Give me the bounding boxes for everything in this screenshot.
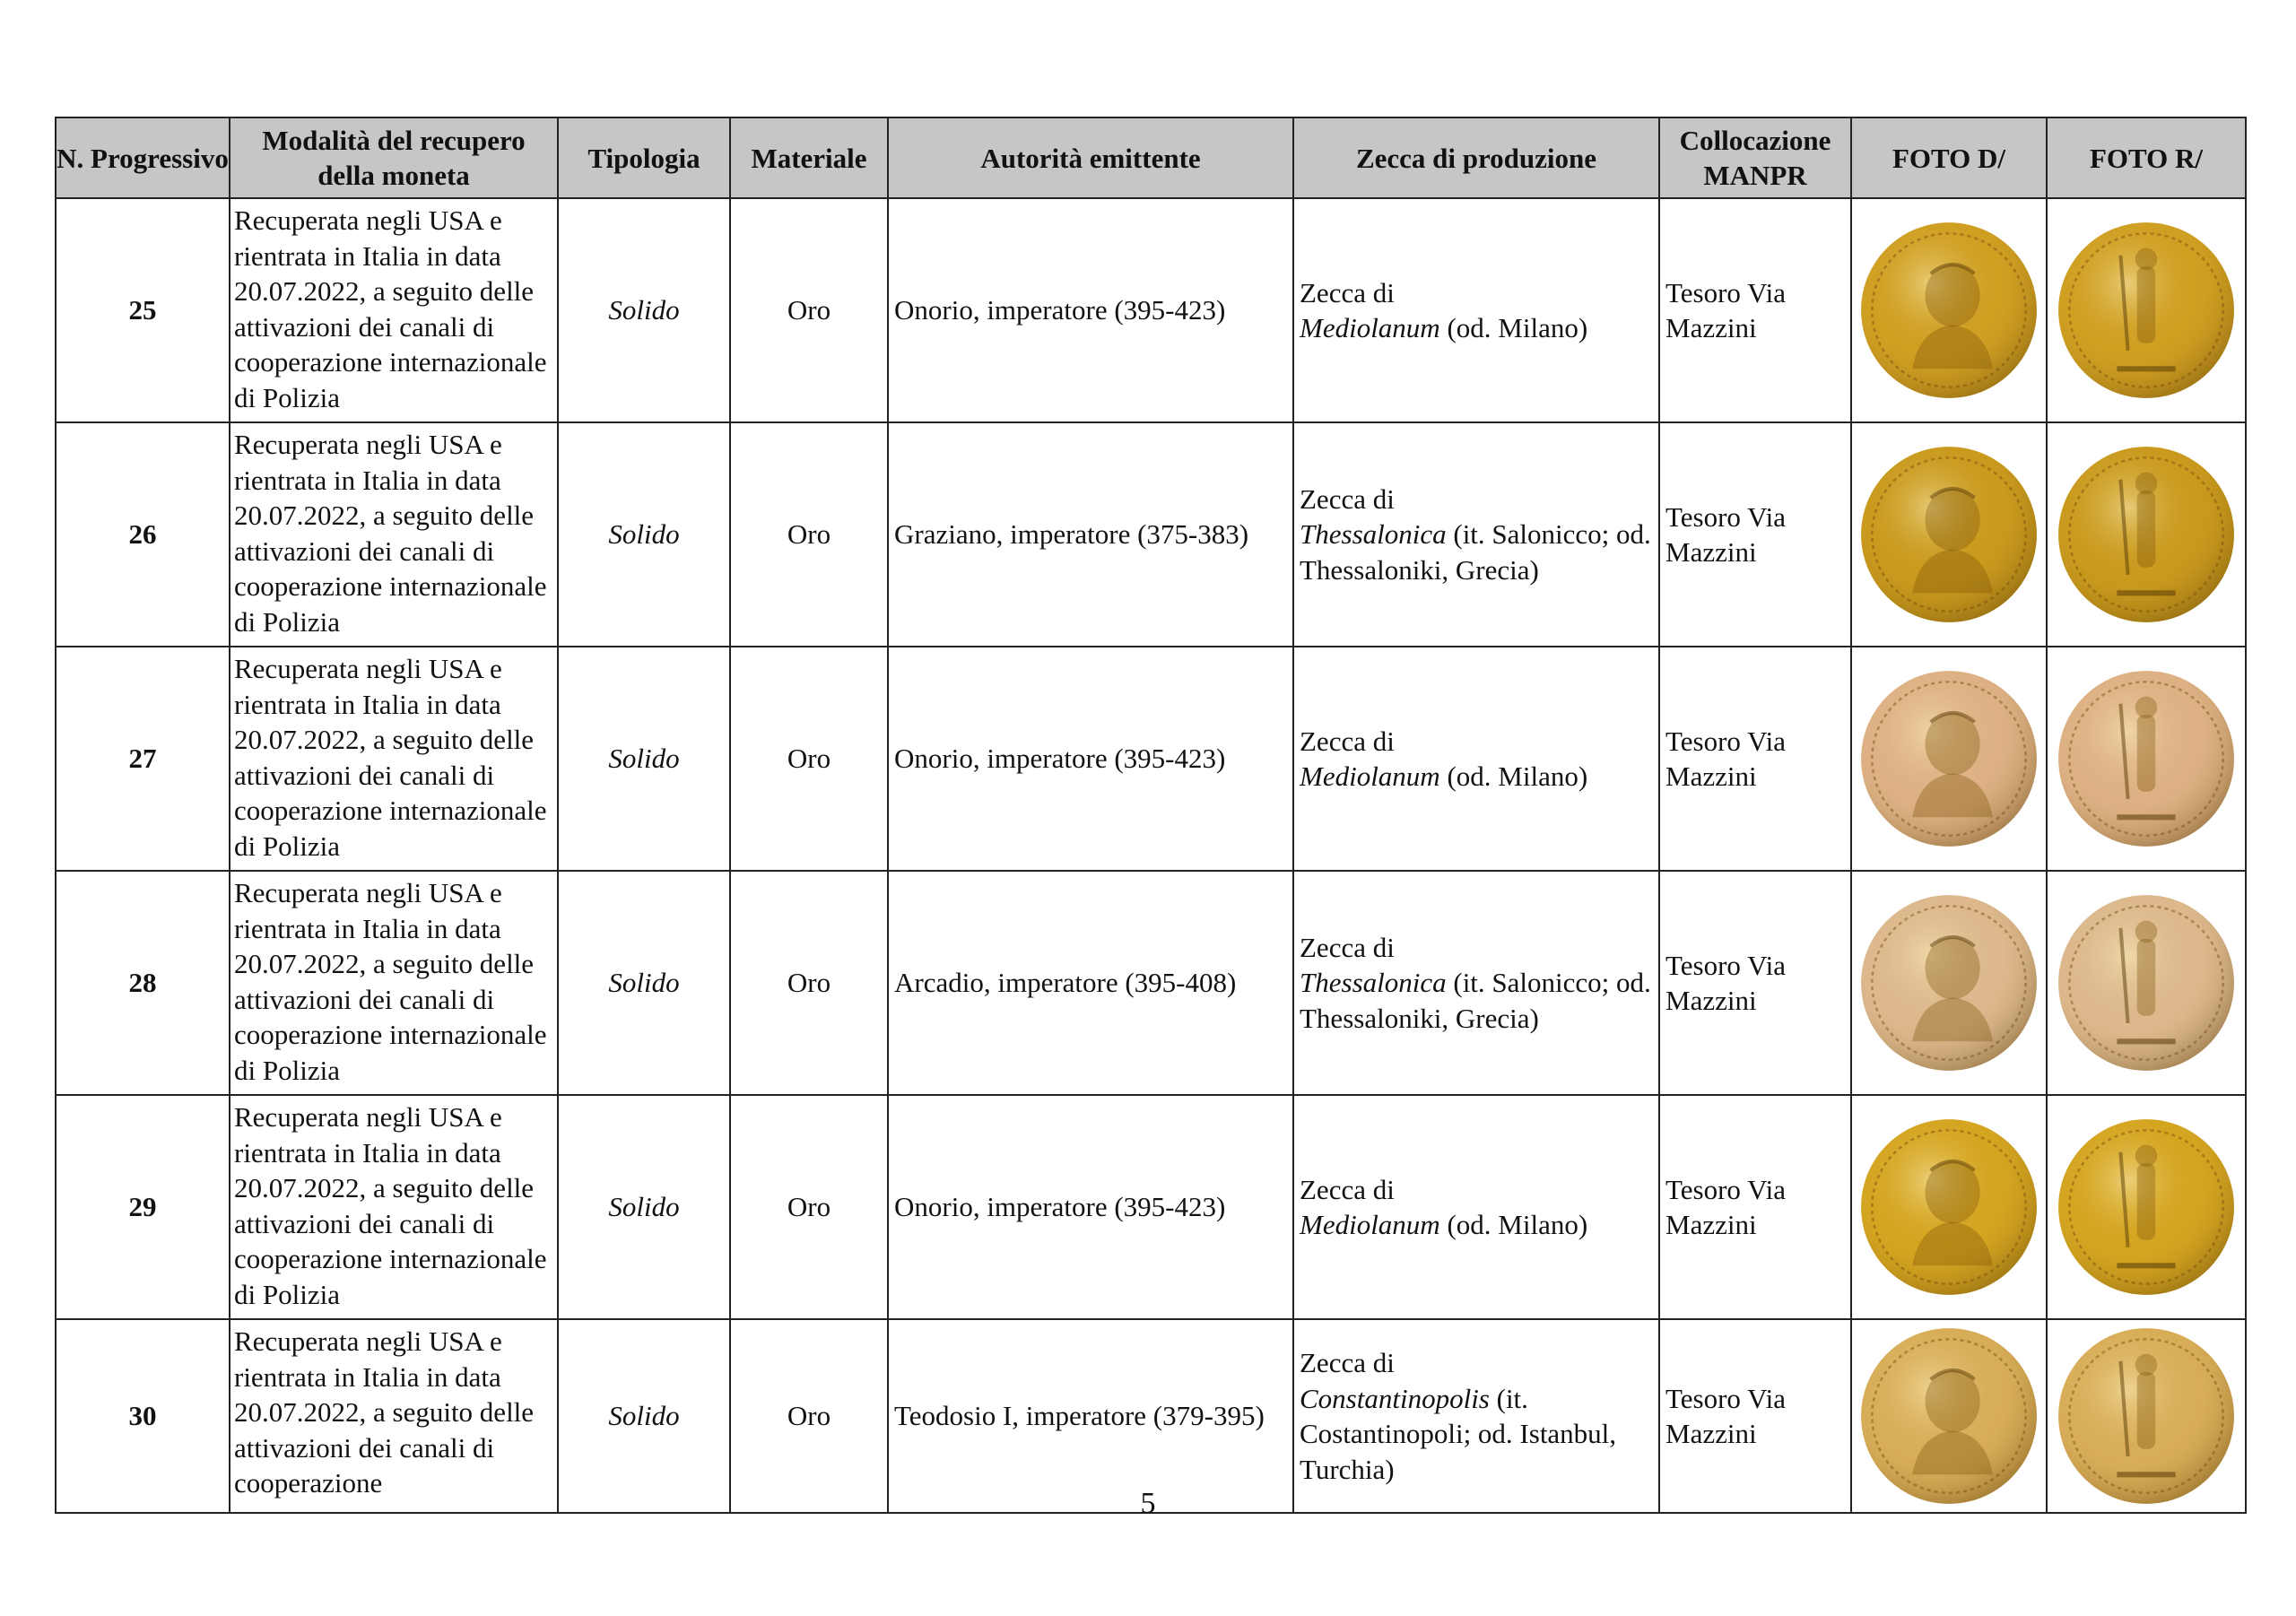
recovery-mode: Recuperata negli USA e rientrata in Italia in data 20.07.2022, a seguito delle attivazioni dei canali di cooperazione internazionale di Polizia [230,871,558,1095]
photo-obverse [1851,1095,2047,1319]
mint-city: Thessalonica [1300,967,1447,999]
mint-note: (it. Salonicco; od. Thessaloniki, Grecia) [1300,967,1651,1034]
coin-type: Solido [558,422,730,647]
coin-reverse-image-27 [2055,667,2238,850]
coin-reverse-image-25 [2055,219,2238,402]
photo-obverse [1851,422,2047,647]
photo-reverse [2047,871,2246,1095]
table-row [56,198,2246,422]
header-mat: Materiale [730,117,888,198]
mint-prefix: Zecca di [1300,931,1395,963]
recovery-mode: Recuperata negli USA e rientrata in Italia in data 20.07.2022, a seguito delle attivazioni dei canali di cooperazione internazionale di Polizia [230,422,558,647]
photo-obverse [1851,871,2047,1095]
mint-prefix: Zecca di [1300,1347,1395,1378]
coin-type: Solido [558,198,730,422]
header-foto-d: FOTO D/ [1851,117,2047,198]
mint-prefix: Zecca di [1300,725,1395,757]
coin-obverse-image-30 [1857,1325,2040,1507]
mint-note: (it. Salonicco; od. Thessaloniki, Grecia) [1300,518,1651,586]
mint-city: Thessalonica [1300,518,1447,551]
mint [1293,1319,1659,1513]
issuing-authority: Teodosio I, imperatore (379-395) [888,1319,1293,1513]
header-zec: Zecca di produzione [1293,117,1659,198]
photo-reverse [2047,647,2246,871]
coin-type: Solido [558,647,730,871]
coin-reverse-image-29 [2055,1116,2238,1299]
recovery-mode: Recuperata negli USA e rientrata in Italia in data 20.07.2022, a seguito delle attivazioni dei canali di cooperazione [230,1319,558,1513]
row-number: 28 [56,871,230,1095]
table-row [56,1319,2246,1513]
issuing-authority: Graziano, imperatore (375-383) [888,422,1293,647]
coin-type: Solido [558,871,730,1095]
photo-reverse [2047,1095,2246,1319]
table-row [56,422,2246,647]
row-number: 30 [56,1319,230,1513]
museum-location: Tesoro Via Mazzini [1659,647,1851,871]
mint-prefix: Zecca di [1300,482,1395,515]
recovery-mode: Recuperata negli USA e rientrata in Italia in data 20.07.2022, a seguito delle attivazioni dei canali di cooperazione internazionale di Polizia [230,647,558,871]
coin-obverse-image-25 [1857,219,2040,402]
coin-material: Oro [730,647,888,871]
coin-reverse-image-30 [2055,1325,2238,1507]
mint-note: (od. Milano) [1447,1209,1588,1240]
recovery-mode: Recuperata negli USA e rientrata in Italia in data 20.07.2022, a seguito delle attivazioni dei canali di cooperazione internazionale di Polizia [230,198,558,422]
mint [1293,871,1659,1095]
issuing-authority: Onorio, imperatore (395-423) [888,198,1293,422]
coin-obverse-image-26 [1857,443,2040,626]
coin-obverse-image-28 [1857,891,2040,1074]
mint-note: (od. Milano) [1447,760,1588,792]
mint-city: Mediolanum [1300,1209,1440,1240]
coin-obverse-image-27 [1857,667,2040,850]
photo-reverse [2047,198,2246,422]
header-row [56,117,2246,198]
header-mod: Modalità del recupero della moneta [230,117,558,198]
mint [1293,647,1659,871]
photo-obverse [1851,647,2047,871]
coin-reverse-image-26 [2055,443,2238,626]
mint-note: (it. Costantinopoli; od. Istanbul, Turchia) [1300,1382,1617,1485]
coin-material: Oro [730,198,888,422]
mint-city: Mediolanum [1300,312,1440,343]
mint [1293,198,1659,422]
photo-reverse [2047,422,2246,647]
header-aut: Autorità emittente [888,117,1293,198]
museum-location: Tesoro Via Mazzini [1659,1319,1851,1513]
coin-material: Oro [730,1319,888,1513]
recovery-mode: Recuperata negli USA e rientrata in Italia in data 20.07.2022, a seguito delle attivazioni dei canali di cooperazione internazionale di Polizia [230,1095,558,1319]
table-row [56,871,2246,1095]
coin-table [55,117,2247,1514]
mint-city: Constantinopolis [1300,1382,1490,1414]
row-number: 27 [56,647,230,871]
header-tip: Tipologia [558,117,730,198]
mint-city: Mediolanum [1300,760,1440,792]
coin-material: Oro [730,422,888,647]
mint-note: (od. Milano) [1447,312,1588,343]
photo-obverse [1851,1319,2047,1513]
coin-type: Solido [558,1095,730,1319]
coin-material: Oro [730,871,888,1095]
issuing-authority: Onorio, imperatore (395-423) [888,647,1293,871]
table-row [56,647,2246,871]
mint [1293,422,1659,647]
header-col: Collocazione MANPR [1659,117,1851,198]
mint [1293,1095,1659,1319]
issuing-authority: Onorio, imperatore (395-423) [888,1095,1293,1319]
coin-type: Solido [558,1319,730,1513]
header-num: N. Progressivo [56,117,230,198]
photo-reverse [2047,1319,2246,1513]
mint-prefix: Zecca di [1300,276,1395,308]
issuing-authority: Arcadio, imperatore (395-408) [888,871,1293,1095]
row-number: 29 [56,1095,230,1319]
mint-prefix: Zecca di [1300,1173,1395,1205]
photo-obverse [1851,198,2047,422]
row-number: 25 [56,198,230,422]
coin-obverse-image-29 [1857,1116,2040,1299]
page-number: 5 [1140,1487,1156,1520]
museum-location: Tesoro Via Mazzini [1659,871,1851,1095]
museum-location: Tesoro Via Mazzini [1659,1095,1851,1319]
coin-material: Oro [730,1095,888,1319]
row-number: 26 [56,422,230,647]
coin-reverse-image-28 [2055,891,2238,1074]
header-foto-r: FOTO R/ [2047,117,2246,198]
museum-location: Tesoro Via Mazzini [1659,422,1851,647]
museum-location: Tesoro Via Mazzini [1659,198,1851,422]
table-row [56,1095,2246,1319]
